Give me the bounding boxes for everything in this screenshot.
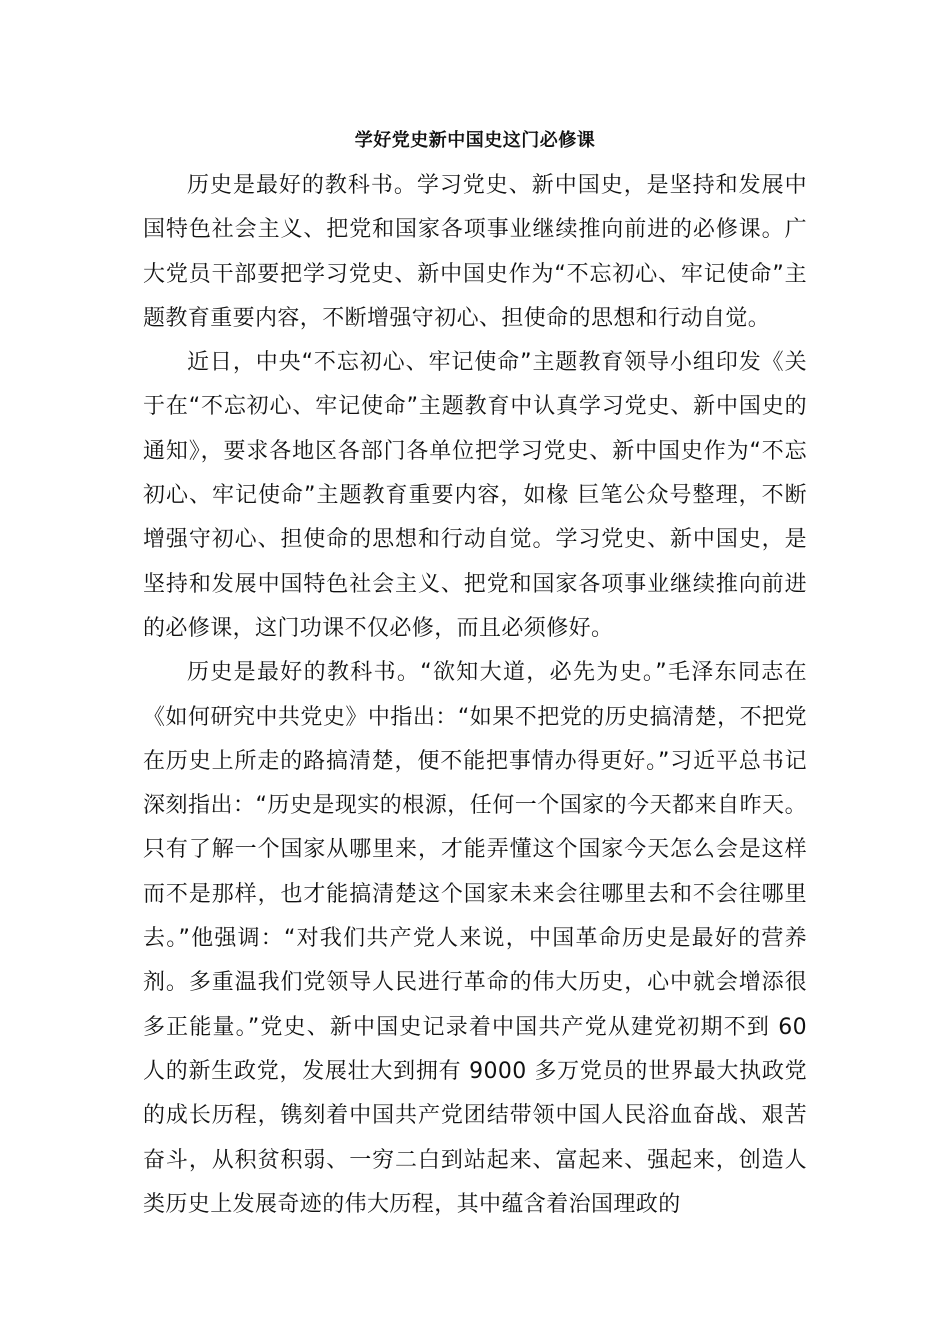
document-body — [143, 124, 807, 1227]
paragraph-1: 历史是最好的教科书。学习党史、新中国史，是坚持和发展中国特色社会主义、把党和国家各项事业继续推向前进的必修课。广大党员干部要把学习党史、新中国史作为“不忘初心、牢记使命”主题教育重要内容，不断增强守初心、担使命的思想和行动自觉。 — [143, 173, 807, 331]
paragraph-2: 近日，中央“不忘初心、牢记使命”主题教育领导小组印发《关于在“不忘初心、牢记使命”主题教育中认真学习党史、新中国史的通知》，要求各地区各部门各单位把学习党史、新中国史作为“不忘初心、牢记使命”主题教育重要内容，如椽 巨笔公众号整理，不断增强守初心、担使命的思想和行动自觉。学习党史、新中国史，是坚持和发展中国特色社会主义、把党和国家各项事业继续推向前进的必修课，这门功课不仅必修，而且必须修好。 — [143, 350, 807, 641]
paragraph-3: 历史是最好的教科书。“欲知大道，必先为史。”毛泽东同志在《如何研究中共党史》中指出：“如果不把党的历史搞清楚，不把党在历史上所走的路搞清楚，便不能把事情办得更好。”习近平总书记深刻指出：“历史是现实的根源，任何一个国家的今天都来自昨天。只有了解一个国家从哪里来，才能弄懂这个国家今天怎么会是这样而不是那样，也才能搞清楚这个国家未来会往哪里去和不会往哪里去。”他强调：“对我们共产党人来说，中国革命历史是最好的营养剂。多重温我们党领导人民进行革命的伟大历史，心中就会增添很多正能量。”党史、新中国史记录着中国共产党从建党初期不到 60 人的新生政党，发展壮大到拥有 9000 多万党员的世界最大执政党的成长历程，镌刻着中国共产党团结带领中国人民浴血奋战、艰苦奋斗，从积贫积弱、一穷二白到站起来、富起来、强起来，创造人类历史上发展奇迹的伟大历程，其中蕴含着治国理政的 — [143, 660, 807, 1217]
document-title: 学好党史新中国史这门必修课 — [354, 130, 596, 151]
